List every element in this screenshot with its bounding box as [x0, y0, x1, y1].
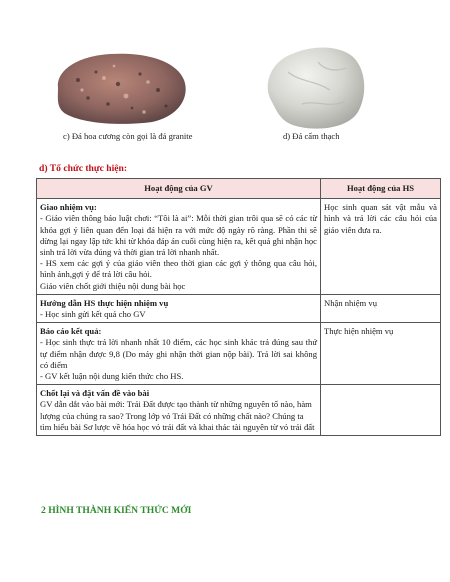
table-header-row: [37, 179, 441, 199]
gv-cell: [37, 323, 321, 385]
row-text: - GV kết luận nội dung kiến thức cho HS.: [40, 371, 184, 382]
granite-caption: c) Đá hoa cương còn gọi là đá granite: [63, 131, 193, 141]
row-text: - HS xem các gợi ý của giáo viên theo thời gian các gợi ý thông qua câu hỏi, hình ảnh,gợi ý để trả lời câu hỏi.: [40, 258, 317, 280]
row-title: Hướng dẫn HS thực hiện nhiệm vụ: [40, 297, 169, 308]
row-text: - Học sinh thực trả lời nhanh nhất 10 điểm, các học sinh khác trả đúng sau thứ tự điểm nhận được 9,8 (Do máy ghi nhận thời gian nộp bài). Trả lời sai không có điểm: [40, 337, 317, 370]
row-text: - Học sinh gửi kết quả cho GV: [40, 309, 146, 320]
gv-cell: [37, 199, 321, 295]
gv-column-header: Hoạt động của GV: [37, 179, 321, 199]
gv-cell: [37, 294, 321, 322]
row-text: GV dẫn dắt vào bài mới: Trái Đất được tạo thành từ những nguyên tố nào, hàm lượng của chúng ra sao? Trong lớp vỏ Trái Đất có những chất nào? Chúng ta tìm hiểu bài Sơ lược về hóa học vỏ trái đất và khai thác tài nguyên từ vỏ trái đất: [40, 399, 315, 432]
table-row: [37, 323, 441, 385]
row-text: - Giáo viên thông báo luật chơi: “Tôi là ai”: Mỗi thời gian trôi qua sẽ có các từ khóa gợi ý liên quan đến loại đá hiện ra với mức độ ngày rõ ràng. Phần thi sẽ dừng lại ngay lập tức khi từ khóa đáp án cuối cùng hiện ra, kết quả ghi nhận học sinh trả lời vừa đúng và thời gian trả lời nhanh nhất.: [40, 213, 317, 258]
hs-column-header: Hoạt động của HS: [321, 179, 441, 199]
hs-cell: Thực hiện nhiệm vụ: [321, 323, 441, 385]
row-title: Chốt lại và đặt vấn đề vào bài: [40, 388, 150, 399]
row-title: Giao nhiệm vụ:: [40, 202, 97, 213]
marble-caption: d) Đá cẩm thạch: [283, 131, 340, 141]
hs-cell: Học sinh quan sát vật mẫu và hình và trả lời các câu hỏi của giáo viên đưa ra.: [321, 199, 441, 295]
table-row: [37, 294, 441, 322]
row-text: Giáo viên chốt giới thiệu nội dung bài học: [40, 280, 186, 291]
hs-cell: [321, 385, 441, 436]
table-row: [37, 199, 441, 295]
table-row: [37, 385, 441, 436]
hs-cell: Nhận nhiệm vụ: [321, 294, 441, 322]
section-heading: d) Tổ chức thực hiện:: [39, 163, 128, 174]
marble-rock-image: [258, 42, 370, 134]
gv-cell: [37, 385, 321, 436]
section-title: 2 HÌNH THÀNH KIẾN THỨC MỚI: [41, 505, 192, 516]
activity-table: [36, 178, 441, 436]
row-title: Báo cáo kết quả:: [40, 326, 102, 337]
granite-rock-image: [48, 50, 190, 126]
